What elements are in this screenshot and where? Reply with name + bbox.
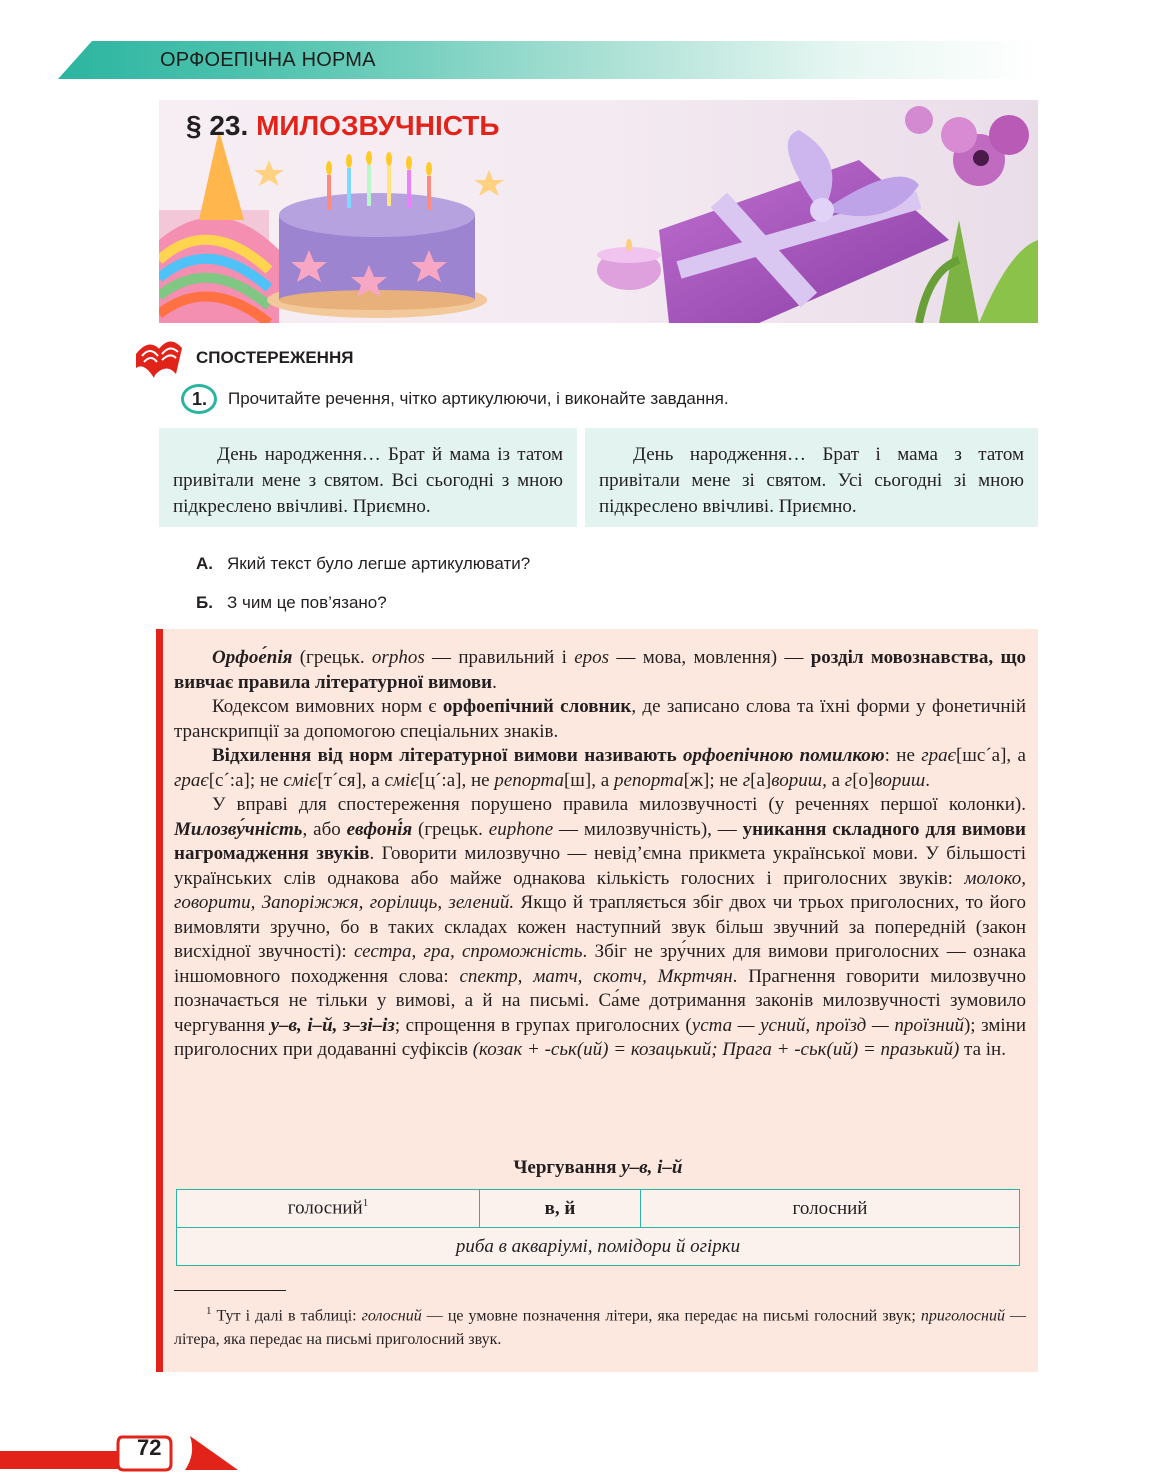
book-icon	[132, 332, 184, 382]
table-cell-example: риба в акваріумі, помідори й огірки	[177, 1228, 1020, 1266]
section-number: § 23.	[186, 110, 249, 141]
theory-paragraph: Кодексом вимовних норм є орфоепічний словник, де записано слова та їхні форми у фонетичній транскрипції за допомогою спеціальних знаків.	[174, 696, 1027, 742]
alternation-table	[176, 1189, 1020, 1266]
question-label: Б.	[196, 593, 213, 612]
footnote: $^1$ Тут і далі в таблиці: голосний — це умовне позначення літери, яка передає на письмі голосний звук; приголосний — літера, яка передає на письмі приголосний звук.	[174, 1305, 1027, 1349]
text-variant-1: День народження… Брат й мама із татом привітали мене з святом. Всі сьогодні з мною підкреслено ввічливі. Приємно.	[159, 428, 577, 527]
table-caption: Чергування у–в, і–й	[513, 1157, 683, 1178]
table-cell: голосний	[641, 1190, 1020, 1228]
table-row	[177, 1190, 1020, 1228]
theory-text	[174, 646, 1026, 1063]
page-number-tab	[0, 1434, 150, 1470]
footnote-divider	[174, 1290, 286, 1291]
text-variant-2: День народження… Брат і мама з татом привітали мене зі святом. Усі сьогодні зі мною підкреслено ввічливі. Приємно.	[585, 428, 1038, 527]
theory-paragraph: Орфое́пія (грецьк. orphos — правильний і epos — мова, мовлення) — розділ мовознавства, що вивчає правила літературної вимови.	[174, 647, 1026, 693]
question-text: З чим це пов’язано?	[227, 593, 387, 612]
question-a	[196, 554, 530, 574]
question-text: Який текст було легше артикулювати?	[227, 554, 531, 573]
page-number: 72	[137, 1435, 162, 1460]
section-heading	[186, 110, 499, 142]
theory-paragraph: Відхилення від норм літературної вимови називають орфоепічною помилкою: не грає[шс´а], а грає[с´:а]; не сміє[т´ся], а сміє[ц´:а], не репорта[ш], а репорта[ж]; не г[а]вориш, а г[о]вориш.	[174, 745, 1026, 791]
table-cell: голосний$^1$	[177, 1190, 480, 1228]
question-b	[196, 593, 387, 613]
task-number: 1.	[192, 389, 208, 409]
observation-heading: СПОСТЕРЕЖЕННЯ	[196, 348, 354, 367]
table-row	[177, 1228, 1020, 1266]
header-notch	[58, 41, 92, 79]
chapter-title: ОРФОЕПІЧНА НОРМА	[160, 49, 376, 71]
question-label: А.	[196, 554, 213, 573]
table-cell: в, й	[480, 1190, 641, 1228]
task-instruction: Прочитайте речення, чітко артикулюючи, і виконайте завдання.	[228, 389, 729, 408]
section-name: МИЛОЗВУЧНІСТЬ	[256, 110, 500, 141]
theory-paragraph: У вправі для спостереження порушено правила милозвучності (у реченнях першої колонки). Милозву́чність, або евфоні́я (грецьк. euphone — милозвучність), — уникання складного для вимови нагромадження звуків. Говорити милозвучно — невід’ємна прикмета української мови. У більшості українських слів однакова або майже однакова кількість голосних і приголосних звуків: молоко, говорити, Запоріжжя, горілиць, зелений. Якщо й трапляється збіг двох чи трьох приголосних, то його вимовляти зручно, бо в таких складах кожен наступний звук більш звучний за попередній (закон висхідної звучності): сестра, гра, спроможність. Збіг не зру́чних для вимови приголосних — ознака іншомовного походження слова: спектр, матч, скотч, Мкртчян. Прагнення говорити милозвучно позначається не тільки у вимові, а й на письмі. Са́ме дотримання законів милозвучності зумовило чергування у–в, і–й, з–зі–із; спрощення в групах приголосних (уста — усний, проїзд — проїзний); зміни приголосних при додаванні суфіксів (козак + -ськ(ий) = козацький; Прага + -ськ(ий) = празький) та ін.	[174, 794, 1027, 1060]
